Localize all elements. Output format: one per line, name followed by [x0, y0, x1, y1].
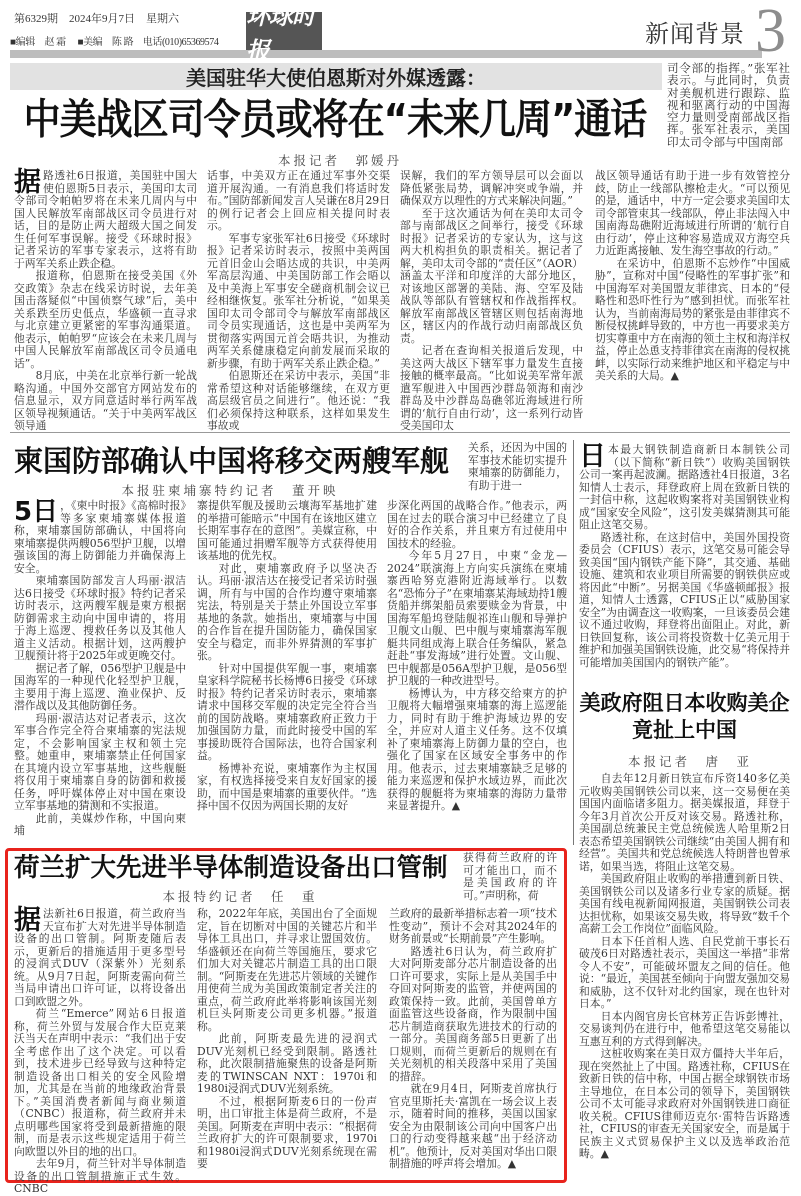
- paragraph: 路透社6日报道，美国驻中国大使伯恩斯5日表示，美国印太司令部司令帕帕罗将在未来几周内与中国人民解放军南部战区司令员进行对话，目的是防止两大超级大国之间发生任何军事误解。接受《环球时报》记者采访的军事专家表示，这将有助于两军关系止跌企稳。: [14, 169, 197, 270]
- paragraph: 战区领导通话有助于进一步有效管控分歧，防止一线部队擦枪走火。“可以预见的是，通话中，中方一定会要求美国印太司令部管束其一线部队，停止非法闯入中国南海岛礁附近海域进行所谓的‘航行自由行动’，停止这种容易造成双方海空兵力近距离接触、发生海空事故的行动。”: [595, 169, 790, 257]
- issue-date-line: 第6329期 2024年9月7日 星期六: [14, 13, 179, 25]
- paragraph: 荷兰“Emerce”网站6日报道称，荷兰外贸与发展合作大臣克莱沃当天在声明中表示：“我们出于安全考虑作出了这个决定。可以看到，技术进步已经导致与这种特定制造设备出口相关的安全风险增加，尤其是在当前的地缘政治背景下。”美国消费者新闻与商业频道（CNBC）报道称，荷兰政府并未点明哪些国家将受到最新措施的限制，而是表示这些规定适用于荷兰向欧盟以外目的地的出口。: [14, 1007, 186, 1158]
- article2-side-column: [468, 442, 567, 494]
- section-title: 新闻背景: [645, 20, 745, 48]
- paragraph: 这桩收购案在美日双方僵持大半年后，现在突然扯上了中国。路透社称，CFIUS在致新日铁的信中称，中国占据全球钢铁市场主导地位，在日本公司的领导下，美国钢铁公司不太可能寻求政府对外国钢铁进口商征收关税。CFIUS律师迈克尔·雷特告诉路透社，CFIUS的审查无关国家安全，而是属于民族主义式贸易保护主义以及选举政治范畴。▲: [579, 1047, 790, 1160]
- paragraph: 误解，我们的军方领导层可以会面以降低紧张局势，调解冲突或争端，并确保双方以理性的方式来解决问题。”: [400, 169, 583, 207]
- article2-column-3: [387, 500, 567, 842]
- paragraph: 寨提供军舰及援助云壤海军基地扩建的举措可能暗示“中国有在该地区建立长期军事存在的意图”。美媒宣称，中国可能通过捐赠军舰等方式获得使用该基地的优先权。: [197, 499, 377, 562]
- paragraph: 军事专家张军社6日接受《环球时报》记者采访时表示，按照中美两国元首旧金山会晤达成的共识，中美两军高层沟通、中美国防部工作会晤以及中美海上军事安全磋商机制会议已经相继恢复。张军社分析说，“如果美国印太司令部司令与解放军南部战区司令员实现通话，这也是中美两军为贯彻落实两国元首会晤共识，为推动两军关系健康稳定向前发展而采取的新步骤，有助于两军关系止跌企稳。”: [207, 231, 390, 370]
- article4-side-column: [463, 852, 557, 904]
- article3-intro: [579, 441, 790, 684]
- article1-kicker: 美国驻华大使伯恩斯对外媒透露：: [10, 63, 662, 90]
- paragraph: 报道称，伯恩斯在接受美国《外交政策》杂志在线采访时说，去年美国击落疑似“中国侦察气球”后，美中关系跌至历史低点，华盛顿一直寻求与北京建立更紧密的军事沟通渠道。他表示，帕帕罗“应该会在未来几周与中国人民解放军南部战区司令员通电话”。: [14, 269, 197, 370]
- paragraph: 伯恩斯还在采访中表示，美国“非常希望这种对话能够继续，在双方更高层级官员之间进行”。他还说：“我们必须保持这种联系，这样如果发生事故或: [207, 369, 390, 432]
- page-number: 3: [755, 0, 786, 65]
- dropcap: 5日: [14, 497, 59, 527]
- paragraph: 美国政府阻止收购的举措遭到新日铁、美国钢铁公司以及诸多行业专家的质疑。据美国有线电视新闻网报道，美国钢铁公司表达担忧称，如果该交易失败，将导致“数千个高薪工会工作岗位”面临风险。: [579, 872, 790, 935]
- article2-column-2: [197, 500, 377, 842]
- paragraph: 记者在查询相关报道后发现，中美这两大战区下辖军事力量发生直接接触的概率最高。“比如说美军常年派遣军舰进入中国西沙群岛领海和南沙群岛及中沙群岛岛礁邻近海域进行所谓的‘航行自由行动’，这一系列行动皆受美国印太: [400, 344, 583, 432]
- header-rule: [10, 50, 762, 58]
- article3-byline: 本报记者 唐 亚: [627, 754, 752, 769]
- article2-column-1: [14, 497, 186, 842]
- article1-column-4: [595, 170, 790, 426]
- dropcap: 日: [579, 441, 606, 472]
- paragraph: 法新社6日报道，荷兰政府当天宣布扩大对先进半导体制造设备的出口管制。阿斯麦随后表示，更新后的措施适用于更多型号的浸润式DUV（深紫外）光刻系统。从9月7日起，阿斯麦需向荷兰当局申请出口许可证，以将设备出口到欧盟之外。: [14, 907, 186, 1008]
- paragraph: 至于这次通话为何在美印太司令部与南部战区之间举行，接受《环球时报》记者采访的专家认为，这与这两大机构担负的职责相关。据记者了解，美印太司令部的“责任区”（AOR）涵盖太平洋和印度洋的大部分地区，对该地区部署的美陆、海、空军及陆战队等部队有管辖权和作战指挥权。解放军南部战区管辖区则包括南海地区，辖区内的作战行动归南部战区负责。: [400, 206, 583, 345]
- paragraph: 针对中国提供军舰一事，柬埔寨皇家科学院秘书长杨博6日接受《环球时报》特约记者采访时表示，柬埔寨请求中国移交军舰的决定完全符合当前的国防战略。柬埔寨政府正致力于加强国防力量，而此时接受中国的军事援助既符合国际法，也符合国家利益。: [197, 661, 377, 762]
- paragraph: 就在9月4日，阿斯麦首席执行官克里斯托夫·富凯在一场会议上表示，随着时间的推移，美国以国家安全为由限制该公司向中国客户出口的行动变得越来越“出于经济动机”。他预计，反对美国对华出口限制措施的呼声将会增加。▲: [389, 1082, 557, 1170]
- paragraph: 路透社6日认为，荷兰政府扩大对阿斯麦部分芯片制造设备的出口许可要求，实际上是从美国手中夺回对阿斯麦的监管，并使两国的政策保持一致。此前，美国曾单方面监管这些设备商，作为限制中国芯片制造商获取先进技术的行动的一部分。美国商务部5日更新了出口规则，而荷兰更新后的规则在有关光刻机的相关段落中采用了美国的措辞。: [389, 944, 557, 1083]
- paragraph: 在采访中，伯恩斯不忘炒作“中国威胁”，宣称对中国“侵略性的军事扩张”和中国海军对美国盟友菲律宾、日本的“侵略性和恐吓性行为”感到担忧。而张军社认为，当前南海局势的紧张是由菲律宾不断侵权挑衅导致的，中方也一再要求美方切实尊重中方在南海的领土主权和海洋权益，停止怂恿支持菲律宾在南海的侵权挑衅，以实际行动来维护地区和平稳定与中美关系的大局。▲: [595, 256, 790, 382]
- article4-byline: 本报特约记者 任 重: [162, 889, 318, 904]
- paragraph: 司令部的指挥。”张军社表示。与此同时，负责对美舰机进行跟踪、监视和驱离行动的中国海空力量则受南部战区指挥。张军社表示，美国印太司令部与中国南部: [667, 61, 790, 149]
- paragraph: 步深化两国的战略合作。”他表示，两国在过去的联合演习中已经建立了良好的合作关系，并且柬方有过使用中国技术的经验。: [387, 499, 567, 550]
- paragraph: 据记者了解，056型护卫舰是中国海军的一种现代化轻型护卫舰，主要用于海上巡逻、渔业保护、反潜作战以及其他防御任务。: [14, 661, 186, 712]
- paragraph: 称，2022年年底，美国出台了全面规定，旨在切断对中国的关键芯片和半导体工具出口，并寻求让盟国效仿。华盛顿还在向荷兰等国施压，要求它们加大对关键芯片制造工具的出口限制。“阿斯麦在先进芯片领域的关键作用使荷兰成为美国政策制定者关注的重点，荷兰政府此举将影响该国光刻机巨头阿斯麦公司更多机器。”报道称。: [197, 907, 377, 1033]
- paragraph: 话事，中美双方正在通过军事外交渠道开展沟通。一有消息我们将适时发布。”国防部新闻发言人吴谦在8月29日的例行记者会上回应相关提问时表示。: [207, 169, 390, 232]
- paragraph: 本最大钢铁制造商新日本制铁公司（以下简称“新日铁”）收购美国钢铁公司一案再起波澜。据路透社4日报道，3名知情人士表示，拜登政府上周在致新日铁的一封信中称，这起收购案将对美国钢铁业构成“国家安全风险”，这引发美媒猜测其可能阻止这笔交易。: [579, 443, 790, 531]
- article4-column-2: [197, 908, 377, 1172]
- article4-headline: 荷兰扩大先进半导体制造设备出口管制: [14, 853, 448, 883]
- paragraph: 去年9月，荷兰针对半导体制造设备的出口管制措施正式生效。CNBC: [14, 1157, 186, 1195]
- editor-line: ■编辑 赵 霜 ■美编 陈 路 电话(010)65369574: [10, 37, 219, 48]
- paragraph: 路透社称，在这封信中，美国外国投资委员会（CFIUS）表示，这笔交易可能会导致美国“国内钢铁产能下降”，其交通、基础设施、建筑和农业项目所需要的钢铁供应或将因此“中断”。另据美国《华盛顿邮报》报道，知情人士透露，CFIUS正以“威胁国家安全”为由调查这一收购案，一旦该委员会建议不通过收购，拜登将出面阻止。对此，新日铁回复称，该公司将投资数十亿美元用于维护和加强美国钢铁设施，此交易“将保持并可能增加美国国内的钢铁产能”。: [579, 530, 790, 669]
- paragraph: 今年5月27日，中柬“金龙—2024”联演海上方向实兵演练在柬埔寨西哈努克港附近海域举行。以数名“恐怖分子”在柬埔寨某海域劫持1艘货船并绑架船员索要赎金为背景，中国海军船坞登陆舰祁连山舰和导弹护卫舰文山舰、巴中舰与柬埔寨海军舰艇共同组成海上联合任务编队，紧急赶赴“事发海域”进行处置。文山舰、巴中舰都是056A型护卫舰，是056型护卫舰的一种改进型号。: [387, 549, 567, 687]
- paragraph: 玛丽·淑洁达对记者表示，这次军事合作完全符合柬埔寨的宪法规定，不会影响国家主权和领土完整。她重申，柬埔寨禁止任何国家在其境内设立军事基地，这些舰艇将仅用于柬埔寨自身的防御和救援任务，呼吁媒体停止对中国在柬设立军事基地的猜测和不实报道。: [14, 711, 186, 812]
- paragraph: 获得荷兰政府的许可才能出口，而不是美国政府的许可。”声明称，荷: [463, 851, 557, 902]
- paragraph: 杨博补充说，柬埔寨作为主权国家，有权选择接受来自友好国家的援助，而中国是柬埔寨的重要伙伴。“选择中国不仅因为两国长期的友好: [197, 761, 377, 812]
- article3-headline-line2: 竟扯上中国: [632, 717, 737, 742]
- paragraph: 自去年12月新日铁宣布斥资140多亿美元收购美国钢铁公司以来，这一交易便在美国国内面临诸多阻力。据美媒报道，拜登于今年3月首次公开反对该交易。路透社称，美国副总统兼民主党总统候选人哈里斯2日表态希望美国钢铁公司继续“由美国人拥有和经营”。美国共和党总统候选人特朗普也曾承诺，如果当选，将阻止这笔交易。: [579, 772, 790, 873]
- dropcap: 据: [14, 905, 41, 936]
- article4-column-1: [14, 905, 186, 1195]
- article1-byline: 本报记者 郭媛丹: [277, 153, 402, 168]
- article3-body: [579, 773, 790, 1181]
- article2-headline: 柬国防部确认中国将移交两艘军舰: [14, 444, 450, 478]
- paragraph: 对此，柬埔寨政府予以坚决否认。玛丽·淑洁达在接受记者采访时强调，所有与中国的合作均遵守柬埔寨宪法，特别是关于禁止外国设立军事基地的条款。她指出，柬埔寨与中国的合作旨在提升国防能力，确保国家安全与稳定，而非外界猜测的军事扩张。: [197, 561, 377, 662]
- paragraph: ，《柬中时报》《高棉时报》等多家柬埔寨媒体报道称，柬埔寨国防部确认，中国将向柬埔寨提供两艘056型护卫舰，以增强该国的海上防御能力并确保海上安全。: [14, 499, 186, 575]
- paragraph: 日本内阁官房长官林芳正告诉彭博社，交易谈判仍在进行中，他希望这笔交易能以互惠互利的方式得到解决。: [579, 1009, 790, 1048]
- paragraph: 关系，还因为中国的军事技术能切实提升柬埔寨的防御能力，有助于进一: [468, 441, 567, 492]
- paragraph: 柬埔寨国防部发言人玛丽·淑洁达6日接受《环球时报》特约记者采访时表示，这两艘军舰是柬方根据防御需求主动向中国申请的，将用于海上巡逻、搜救任务以及其他人道主义活动。根据计划，这两艘护卫舰预计将于2025年或更晚交付。: [14, 574, 186, 662]
- article3-headline-line1: 美政府阻日本收购美企: [579, 690, 790, 715]
- newspaper-logo: 环球时: [246, 12, 322, 50]
- article2-byline: 本报驻柬埔寨特约记者 董开映: [121, 483, 339, 498]
- article1-column-2: [207, 169, 390, 432]
- dropcap: 据: [14, 167, 41, 198]
- paragraph: 兰政府的最新举措标志着一项“技术性变动”，预计不会对其2024年的财务前景或“长期前景”产生影响。: [389, 907, 557, 945]
- paragraph: 杨博认为，中方移交给柬方的护卫舰将大幅增强柬埔寨的海上巡逻能力，同时有助于维护海域边界的安全，并应对人道主义任务。这不仅填补了柬埔寨海上防御力量的空白，也强化了国家在区域安全事务中的作用。他表示，过去柬埔寨缺乏足够的能力来巡逻和保护水域边界，而此次获得的舰艇将为柬埔寨的海防力量带来显著提升。▲: [387, 686, 567, 812]
- paragraph: 此前，阿斯麦最先进的浸润式DUV光刻机已经受到限制。路透社称，此次限制措施聚焦的设备是阿斯麦的TWINSCAN NXT：1970i和1980i浸润式DUV光刻系统。: [197, 1032, 377, 1095]
- article1-column-1: [14, 167, 197, 432]
- paragraph: 日本下任首相人选、自民党前干事长石破茂6日对路透社表示，美国这一举措“非常令人不安”，可能破坏盟友之间的信任。他说：“最近，美国甚至倾向于向盟友强加交易和威胁，这不仅针对北约国家，现在也针对日本。”: [579, 934, 790, 1010]
- article1-headline: 中美战区司令员或将在“未来几周”通话: [23, 95, 647, 144]
- article1-side-column: [667, 62, 790, 162]
- paragraph: 不过，根据阿斯麦6日的一份声明，出口审批主体是荷兰政府，不是美国。阿斯麦在声明中表示：“根据荷兰政府扩大的许可限制要求，1970i和1980i浸润式DUV光刻系统现在需要: [197, 1094, 377, 1170]
- paragraph: 此前，美媒炒作称，中国向柬埔: [14, 811, 186, 837]
- article4-column-3: [389, 908, 557, 1172]
- section-divider: [10, 432, 790, 433]
- article1-column-3: [400, 169, 583, 432]
- paragraph: 8月底，中美在北京举行新一轮战略沟通。中国外交部官方网站发布的信息显示，双方同意适时举行两军战区领导视频通话。“关于中美两军战区领导通: [14, 369, 197, 432]
- column-divider: [573, 440, 574, 845]
